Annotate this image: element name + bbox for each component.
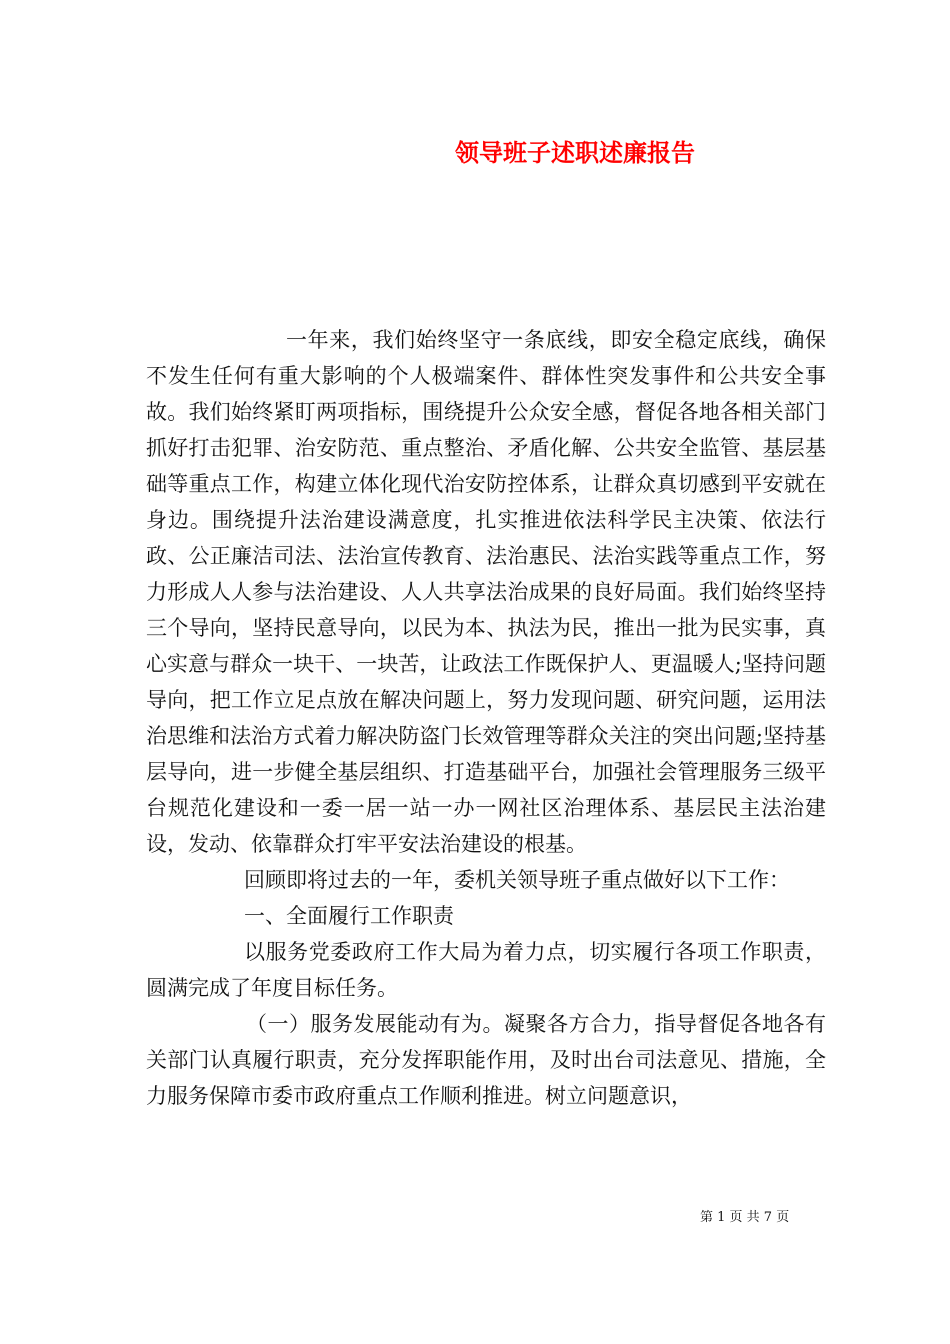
section-heading: 一、全面履行工作职责 — [244, 904, 454, 928]
page-title: 领导班子述职述廉报告 — [455, 138, 695, 167]
document-body — [146, 322, 826, 1114]
page-footer: 第 1 页 共 7 页 — [700, 1210, 790, 1225]
paragraph-intro: 一年来，我们始终坚守一条底线，即安全稳定底线，确保不发生任何有重大影响的个人极端案件、群体性突发事件和公共安全事故。我们始终紧盯两项指标，围绕提升公众安全感，督促各地各相关部门抓好打击犯罪、治安防范、重点整治、矛盾化解、公共安全监管、基层基础等重点工作，构建立体化现代治安防控体系，让群众真切感到平安就在身边。围绕提升法治建设满意度，扎实推进依法科学民主决策、依法行政、公正廉洁司法、法治宣传教育、法治惠民、法治实践等重点工作，努力形成人人参与法治建设、人人共享法治成果的良好局面。我们始终坚持三个导向，坚持民意导向，以民为本、执法为民，推出一批为民实事，真心实意与群众一块干、一块苦，让政法工作既保护人、更温暖人;坚持问题导向，把工作立足点放在解决问题上，努力发现问题、研究问题，运用法治思维和法治方式着力解决防盗门长效管理等群众关注的突出问题;坚持基层导向，进一步健全基层组织、打造基础平台，加强社会管理服务三级平台规范化建设和一委一居一站一办一网社区治理体系、基层民主法治建设，发动、依靠群众打牢平安法治建设的根基。 — [146, 328, 826, 856]
paragraph-section-summary: 以服务党委政府工作大局为着力点，切实履行各项工作职责，圆满完成了年度目标任务。 — [146, 940, 826, 1000]
paragraph-review: 回顾即将过去的一年，委机关领导班子重点做好以下工作： — [244, 868, 790, 892]
paragraph-subsection-1: （一）服务发展能动有为。凝聚各方合力，指导督促各地各有关部门认真履行职责，充分发挥职能作用，及时出台司法意见、措施，全力服务保障市委市政府重点工作顺利推进。树立问题意识， — [146, 1012, 826, 1108]
